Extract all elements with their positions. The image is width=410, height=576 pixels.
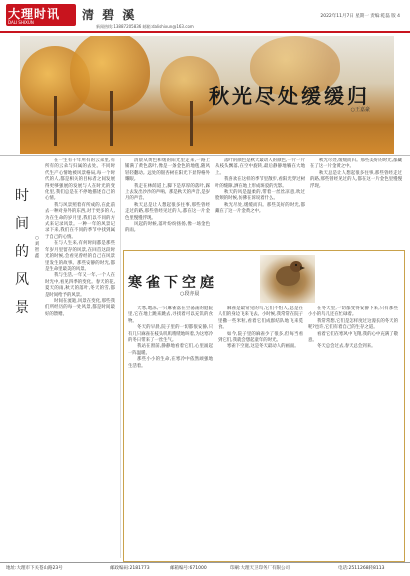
footer-rule: [0, 562, 410, 563]
paragraph: 天寒,地冻,一只麻雀落在空荡荡的庭院里,它在地上跳来跳去,寻找着可以充饥的食物。: [128, 306, 213, 324]
footer-mail: 邮箱编号:671000: [170, 566, 207, 571]
logo-text: 大理时讯: [8, 7, 61, 21]
paragraph: 看着它们在寒风中飞翔,我的心中充满了敬意。: [308, 331, 398, 344]
paragraph: 清晨从黄色和缓的阳光里走来,一路上铺满了黄色落叶,像是一条金色的地毯,随风轻轻翻动。远处的银杏树在阳光下显得格外耀眼。: [125, 158, 210, 183]
paragraph: 在一生有千年所有的云朵里,有所有的云朵与归属的去处。不同时代生产心情地被风景格局,每一个时代的人,都是相关的目标者之间发展得更够强展的发展与人在时光的变化里,我们总是在不停地描述自己的心情。: [45, 158, 115, 202]
footer-printer: 印刷:大理天卫印务厂有限公司: [230, 566, 291, 571]
footer-postal: 邮政编码:2181773: [110, 566, 150, 571]
title-char: 的: [15, 244, 29, 260]
paragraph: 如今,院子里的麻雀少了很多,但每当看到它们,我就会想起童年的时光。: [218, 331, 303, 344]
column-divider: [120, 158, 121, 558]
bird-eye: [295, 264, 297, 266]
masthead-rule: [0, 31, 410, 33]
hero-photo: [20, 36, 394, 154]
bird-beak: [300, 266, 305, 270]
footer-address: 地址:大理市下关苍山路23号: [6, 566, 63, 571]
tree-trunk: [190, 101, 193, 146]
tree-trunk: [110, 91, 113, 146]
masthead-contact: 新闻热线:13887205836 邮箱:dalishixun@163.com: [96, 24, 194, 29]
paragraph: 冬天总会过去,春天总会到来。: [317, 344, 376, 350]
article-column-4: [128, 306, 213, 556]
paragraph: 那些小小的生命,在寒冷中依然顽强地生活着。: [128, 357, 213, 369]
paragraph: 冬天的早晨,院子里的一切都很安静,只有几只麻雀在枝头叽叽喳喳地叫着,为这寒冷的冬日带来了一丝生气。: [128, 325, 213, 344]
article-column-2: [125, 158, 210, 246]
section-name: 清 碧 溪: [82, 8, 137, 22]
article-title: 寒雀下空庭: [128, 275, 218, 291]
article-column-3b: [310, 158, 402, 246]
article-column-6: [308, 306, 398, 556]
paragraph: 我与生活,一年又一年,一个人在时光中,看见四季的变化。春天的花,夏天的雨,秋天的落叶,冬天的雪,都是时间给予的风景。: [45, 273, 115, 298]
article-column-1: [45, 158, 115, 560]
paragraph: 秋天的风是温柔的,带着一丝丝凉意,吹过脸颊的时候,仿佛在诉说着什么。: [215, 190, 305, 202]
paragraph: 我站在窗前,静静地看着它们,心里涌起一阵温暖。: [128, 344, 213, 356]
hero-author: ○王嘉豪: [350, 107, 370, 113]
divider: [0, 155, 410, 156]
footer-phone: 电话:2511268转8113: [338, 566, 385, 571]
paragraph: 秋光尽处,缓缓而归。那些美好的时光,都藏在了这一片金黄之中。: [215, 202, 305, 215]
masthead: [0, 0, 410, 32]
paragraph: 时间在流逝,风景在变化,那些我们所经历的每一处风景,都是时间最好的馈赠。: [45, 298, 115, 317]
paragraph: 麻雀是最常见的鸟,它们不怕人,总是在人们的身边飞来飞去。小时候,我常常在院子里撒一些米粒,看着它们成群结队地飞来觅食。: [218, 306, 303, 331]
vertical-title: [10, 182, 34, 322]
title-char: 风: [15, 272, 29, 288]
paragraph: 秋天总是让人想起很多往事,那些曾经走过的路,那些曾经见过的人,都在这一片金色里慢慢浮现。: [310, 170, 402, 189]
vertical-author: ○刘智鑫: [34, 236, 40, 259]
paragraph: 我与风景照着有所成的,在此前去一种对身外的东西,对于更多的人,为在生命的岁月里,我们以不同的方式来记录风景。一种一年的风景记录下来,我们在不同的季节中找到属于自己的心情。: [45, 202, 115, 240]
paragraph: 我常常想,它们是怎样度过这漫长的冬天的呢?也许,它们有着自己的生存之道。: [308, 318, 398, 331]
paragraph: 秋光尽处,缓缓而归。那些美好的时光,都藏在了这一片金黄之中。: [310, 158, 402, 170]
paragraph: 我走在林荫道上,脚下是厚厚的落叶,踩上去发出沙沙的声响。那是秋天的声音,是岁月的声音。: [125, 183, 210, 202]
paragraph: 落叶的颜色是秋天最动人的颜色,一片一片从枝头飘落,在空中旋转,最后静静地躺在大地上。: [215, 158, 305, 176]
paragraph: 我喜欢在这样的季节里散步,看阳光穿过树叶的缝隙,洒在地上形成斑驳的光影。: [215, 177, 305, 189]
article-column-3: [215, 158, 305, 246]
paragraph: 在冬天里,一切都变得安静下来,只有那些小小的鸟儿还在忙碌着。: [308, 306, 398, 318]
paragraph: 在与人生来,有何时间都是那些年岁月里留存的风景,在回首这段时光的时候,会看见曾经的自己在风景里发生的故事。那些安静的时光,都是生命里最美的风景。: [45, 241, 115, 272]
paragraph: 风起的时候,落叶纷纷扬扬,像一场金色的雨。: [125, 222, 210, 234]
hero-title: 秋光尽处缓缓归: [209, 84, 370, 108]
paragraph: 秋天总是让人想起很多往事,那些曾经走过的路,那些曾经见过的人,都在这一片金色里慢慢浮现。: [125, 202, 210, 221]
title-char: 间: [15, 216, 29, 232]
tree-trunk: [54, 96, 57, 146]
logo-subtitle: DALI SHIXUN: [8, 20, 34, 25]
article-author: ○段亦晨: [180, 291, 200, 297]
title-char: 景: [15, 300, 29, 316]
paragraph: 寒雀下空庭,这是冬天最动人的画面。: [227, 344, 299, 350]
article-column-5: [218, 306, 303, 556]
issue-info: 2022年11月7日 星期一 责编:乾磊 版 4: [320, 14, 400, 19]
title-char: 时: [15, 188, 29, 204]
